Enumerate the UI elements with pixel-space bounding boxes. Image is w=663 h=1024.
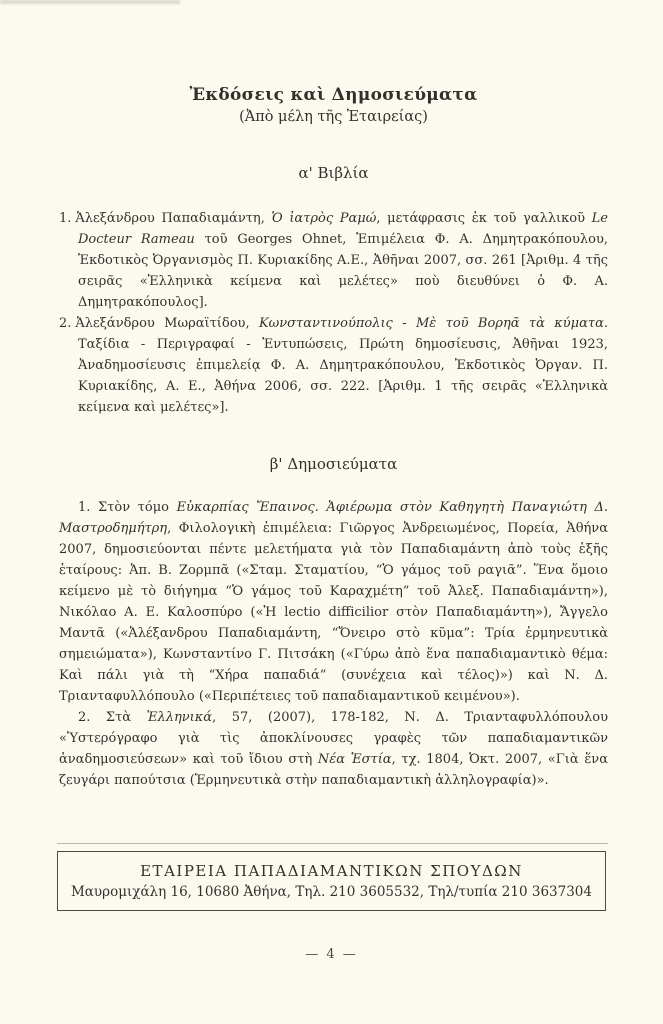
book-list-item [59,313,608,418]
section-b-heading: β' Δημοσιεύματα [269,455,398,473]
books-list [59,208,608,418]
page-subtitle: (Ἀπὸ μέλη τῆς Ἑταιρείας) [239,109,428,125]
book-list-item [59,208,608,313]
publication-paragraph: 2. Στὰ Ἑλληνικά, 57, (2007), 178-182, Ν. Δ. Τριανταφυλλόπουλου «Ὑστερόγραφο γιὰ τὶς ἀποκλίνουσες γραφὲς τῶν παπαδιαμαντικῶν ἀναδημοσιεύσεων» καὶ τοῦ ἴδιου στὴ Νέα Ἑστία, τχ. 1804, Ὀκτ. 2007, «Γιὰ ἕνα ζευγάρι παπούτσια (Ἑρμηνευτικὰ στὴν παπαδιαμαντικὴ ἀλληλογραφία)». [59,710,608,788]
item-text: Ἀλεξάνδρου Μωραϊτίδου, Κωνσταντινούπολις - Μὲ τοῦ Βορηᾶ τὰ κύματα. Ταξίδια - Περιγραφαί - Ἐντυπώσεις, Πρώτη δημοσίευσις, Ἀθῆναι 1923, Ἀναδημοσίευσις ἐπιμελείᾳ Φ. Α. Δημητρακόπουλου, Ἐκδοτικὸς Ὀργαν. Π. Κυριακίδης, Α. Ε., Ἀθήνα 2006, σσ. 222. [Ἀριθμ. 1 τῆς σειρᾶς «Ἑλληνικὰ κείμενα καὶ μελέτες»]. [75,316,608,415]
item-text: Ἀλεξάνδρου Παπαδιαμάντη, Ὁ ἰατρὸς Ραμώ, μετάφρασις ἐκ τοῦ γαλλικοῦ Le Docteur Rameau τοῦ Georges Ohnet, Ἐπιμέλεια Φ. Α. Δημητρακόπουλου, Ἐκδοτικὸς Ὀργανισμὸς Π. Κυριακίδης Α.Ε., Ἀθῆναι 2007, σσ. 261 [Ἀριθμ. 4 τῆς σειρᾶς «Ἑλληνικὰ κείμενα καὶ μελέτες» ποὺ διευθύνει ὁ Φ. Α. Δημητρακόπουλος]. [75,211,608,310]
item-number: 1. [59,211,72,226]
item-number: 2. [59,316,72,331]
section-a-heading: α' Βιβλία [298,164,369,182]
publications-list [59,497,608,791]
society-name: ΕΤΑΙΡΕΙΑ ΠΑΠΑΔΙΑΜΑΝΤΙΚΩΝ ΣΠΟΥΔΩΝ [140,862,523,880]
publication-paragraph: 1. Στὸν τόμο Εὐκαρπίας Ἔπαινος. Ἀφιέρωμα στὸν Καθηγητὴ Παναγιώτη Δ. Μαστροδημήτρη, Φιλολογικὴ ἐπιμέλεια: Γιῶργος Ἀνδρειωμένος, Πορεία, Ἀθήνα 2007, δημοσιεύονται πέντε μελετήματα γιὰ τὸν Παπαδιαμάντη ἀπὸ τοὺς ἑξῆς ἑταίρους: Ἀπ. Β. Ζορμπᾶ («Σταμ. Σταματίου, “Ὁ γάμος τοῦ ραγιᾶ”. Ἕνα ὅμοιο κείμενο μὲ τὸ διήγημα “Ὁ γάμος τοῦ Καραχμέτη” τοῦ Ἀλεξ. Παπαδιαμάντη»), Νικόλαο Α. Ε. Καλοσπύρο («Ἡ lectio difficilior στὸν Παπαδιαμάντη»), Ἄγγελο Μαντᾶ («Ἀλέξανδρου Παπαδιαμάντη, “Ὄνειρο στὸ κῦμα”: Τρία ἑρμηνευτικὰ σημειώματα»), Κωνσταντίνο Γ. Πιτσάκη («Γύρω ἀπὸ ἕνα παπαδιαμαντικὸ θέμα: Καὶ πάλι γιὰ τὴ “Χήρα παπαδιά” (συνέχεια καὶ τέλος)») καὶ Ν. Δ. Τριανταφυλλόπουλο («Περιπέτειες τοῦ παπαδιαμαντικοῦ κειμένου»). [59,500,608,704]
faint-rule-above-footer [57,843,608,844]
society-address: Μαυρομιχάλη 16, 10680 Ἀθήνα, Τηλ. 210 3605532, Τηλ/τυπία 210 3637304 [70,884,592,900]
page-content [59,0,608,791]
page-number: — 4 — [305,947,358,962]
page-title: Ἐκδόσεις καὶ Δημοσιεύματα [189,85,478,105]
society-footer-box [57,851,606,911]
